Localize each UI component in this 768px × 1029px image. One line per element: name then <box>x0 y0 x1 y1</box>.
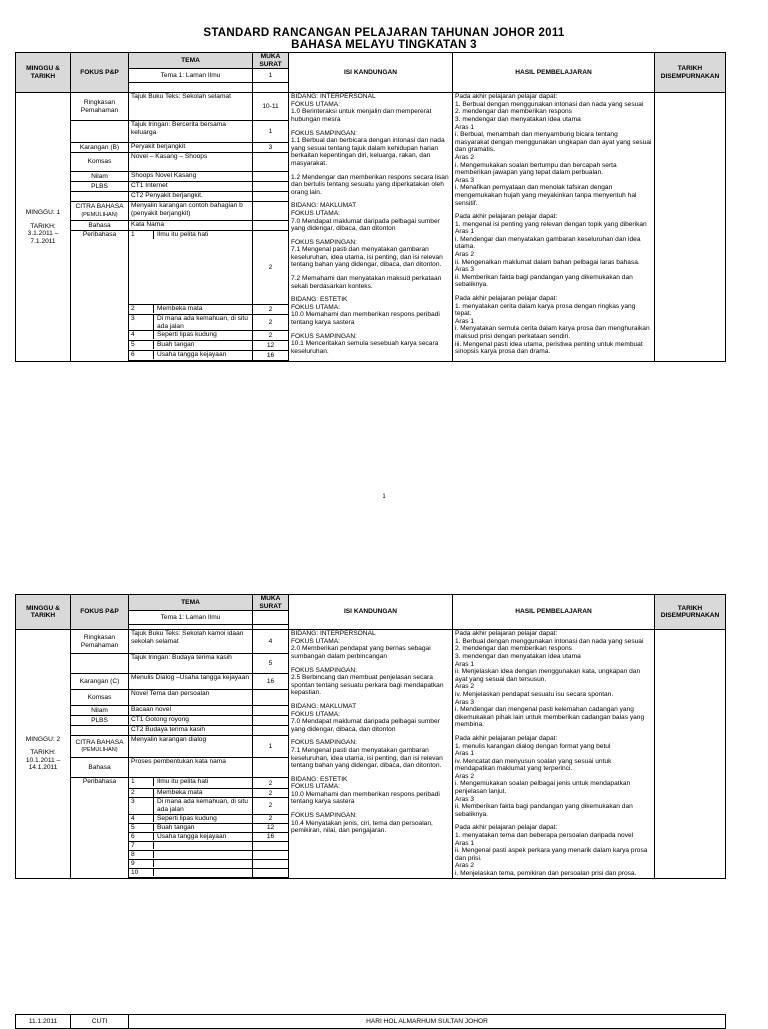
week1-table <box>15 52 726 362</box>
fokus-sub: (PEMULIHAN) <box>81 747 118 754</box>
hasil-line: Aras 1 <box>455 317 475 325</box>
isi-heading: BIDANG: INTERPERSONAL <box>291 630 376 638</box>
fokus-cell <box>71 192 129 202</box>
hasil-line: Aras 1 <box>455 839 475 847</box>
peribahasa-number: 3 <box>129 798 154 813</box>
tarikh-disempurnakan <box>655 93 726 362</box>
isi-text: 10.0 Memahami dan memberikan respons peribadi tentang karya sastera <box>291 790 440 806</box>
tema-cell: CT2 Penyakit berjangkit. <box>129 192 253 202</box>
muka-cell <box>253 153 289 172</box>
peribahasa-text: Membeka mata <box>157 789 203 797</box>
isi-heading: FOKUS UTAMA: <box>291 783 340 791</box>
isi-text: 1.0 Berinteraksi untuk menjalin dan mempererat hubungan mesra <box>291 108 432 123</box>
hasil-line: i. Mendengar dan mengenal pasti kelemahan cadangan yang dikemukakan pihak lain untuk memberikan cadangan balas yang membina. <box>455 706 645 729</box>
fokus-label: Komsas <box>87 158 112 166</box>
fokus-label: CITRA BAHASA <box>75 203 124 211</box>
peribahasa-number: 7 <box>129 842 154 850</box>
header-fokus: FOKUS P&P <box>71 595 129 630</box>
peribahasa-muka: 2 <box>253 814 289 823</box>
peribahasa-text: Membeka mata <box>157 305 203 313</box>
peribahasa-item <box>129 778 253 789</box>
peribahasa-number: 2 <box>129 305 154 313</box>
header-muka: MUKA SURAT <box>253 595 289 611</box>
fokus-peribahasa: Peribahasa <box>71 231 129 362</box>
isi-heading: FOKUS UTAMA: <box>291 209 340 217</box>
peribahasa-muka: 2 <box>253 778 289 789</box>
peribahasa-muka: 2 <box>253 315 289 331</box>
tema-cell: Novel – Kasang – Shoops <box>129 153 253 172</box>
fokus-label: PLBS <box>91 182 108 190</box>
hasil-line: iv. Mencatat dan menyusun soalan yang sesuai untuk mendapatkan maklumat yang terperinci. <box>455 757 612 773</box>
peribahasa-number: 8 <box>129 851 154 859</box>
muka-cell: 16 <box>253 674 289 690</box>
peribahasa-item <box>129 315 253 331</box>
isi-text: 2.5 Berbincang dan membuat penjelasan secara spontan tentang sesuatu perkara bagi mendapatkan kepastian. <box>291 674 444 697</box>
peribahasa-muka: 16 <box>253 351 289 361</box>
tema-cell: Tajuk Buku Teks: Sekolah selamat <box>129 93 253 121</box>
fokus-cell <box>71 143 129 153</box>
tema-cell: CT1 Internet <box>129 182 253 192</box>
hasil-line: i. Mengemukakan soalan bertumpu dan bercapah serta memberikan jawapan yang tepat dalam perbualan. <box>455 161 617 177</box>
peribahasa-text: Seperti lipas kudung <box>157 331 217 339</box>
peribahasa-item <box>129 859 253 868</box>
isi-heading: BIDANG: MAKLUMAT <box>291 202 357 210</box>
fokus-cell <box>71 93 129 121</box>
fokus-cell <box>71 182 129 192</box>
peribahasa-muka: 12 <box>253 341 289 351</box>
isi-heading: FOKUS SAMPINGAN: <box>291 739 357 747</box>
hasil-line: Aras 1 <box>455 123 475 131</box>
muka-cell: 4 <box>253 630 289 654</box>
fokus-cell <box>71 736 129 758</box>
peribahasa-item <box>129 231 253 305</box>
peribahasa-text: Buah tangan <box>157 341 195 349</box>
tema-muka <box>253 611 289 625</box>
header-hasil: HASIL PEMBELAJARAN <box>453 53 655 93</box>
hasil-line: iii. Mengenal pasti idea utama, peristiwa penting untuk membuat sinopsis karya prosa dan drama. <box>455 340 643 356</box>
peribahasa-text: Di mana ada kemahuan, di situ ada jalan <box>157 798 248 813</box>
hasil-line: Aras 2 <box>455 862 475 870</box>
hasil-line: i. Berbual, menambah dan menyambung bicara tentang masyarakat dengan menggunakan ungkapan dan ayat yang sesuai dan gramatis. <box>455 131 652 154</box>
tema-cell: Menulis Dialog –Usaha tangga kejayaan <box>129 674 253 690</box>
isi-heading: FOKUS SAMPINGAN: <box>291 238 357 246</box>
peribahasa-item <box>129 868 253 877</box>
hasil-line: i. Menafikan pernyataan dan menolak tafsiran dengan mengemukakan hujah yang meyakinkan tanpa menyentuh hal sensitif. <box>455 184 637 207</box>
peribahasa-muka: 12 <box>253 823 289 832</box>
peribahasa-text: Buah tangan <box>157 823 195 831</box>
hasil-line: Pada akhir pelajaran pelajar dapat: <box>455 295 558 303</box>
tarikh-disempurnakan <box>655 630 726 878</box>
holiday-fokus: CUTI <box>71 1015 129 1029</box>
peribahasa-muka <box>253 841 289 850</box>
fokus-sub: (PEMULIHAN) <box>81 211 118 218</box>
peribahasa-item <box>129 305 253 315</box>
hasil-line: 1. menyatakan cerita dalam karya prosa dengan ringkas yang tepat. <box>455 302 636 318</box>
header-isi: ISI KANDUNGAN <box>289 595 453 630</box>
muka-cell <box>253 758 289 778</box>
fokus-label: Karangan (B) <box>79 143 120 151</box>
tema-cell: Shoops Novel Kasang <box>129 172 253 182</box>
peribahasa-text <box>154 842 157 850</box>
hasil-line: iv. Menjelaskan pendapat sesuatu isu secara spontan. <box>455 690 614 698</box>
hasil-line: 2. mendengar dan memberikan respons <box>455 645 572 653</box>
peribahasa-text <box>154 860 157 868</box>
isi-text: 7.1 Mengenal pasti dan menyatakan gambaran keseluruhan, idea utama, isi penting, dan isi relevan tentang bahan yang didengar, dibaca, dan ditonton. <box>291 246 443 269</box>
peribahasa-muka: 2 <box>253 789 289 798</box>
header-tarikh: TARIKH DISEMPURNAKAN <box>655 53 726 93</box>
muka-cell <box>253 172 289 182</box>
peribahasa-number: 1 <box>129 231 154 239</box>
hasil-line: 1. mengenal isi penting yang relevan dengan topik yang diberikan <box>455 220 647 228</box>
fokus-cell <box>71 121 129 143</box>
fokus-label: Karangan (C) <box>79 677 120 685</box>
isi-heading: FOKUS UTAMA: <box>291 637 340 645</box>
hasil-pembelajaran <box>453 93 655 362</box>
muka-cell <box>253 192 289 202</box>
hasil-line: Aras 3 <box>455 266 475 274</box>
isi-heading: FOKUS SAMPINGAN: <box>291 332 357 340</box>
hasil-line: Aras 2 <box>455 153 475 161</box>
isi-text: 1.2 Mendengar dan memberikan respons secara lisan dan bertulis tentang sesuatu yang diperkatakan oleh orang lain. <box>291 173 449 196</box>
hasil-line: Aras 3 <box>455 795 475 803</box>
peribahasa-number: 6 <box>129 833 154 841</box>
isi-text: 7.1 Mengenal pasti dan menyatakan gambaran keseluruhan, idea utama, isi penting, dan isi relevan tentang bahan yang didengar, dibaca, dan ditonton. <box>291 746 443 770</box>
tema-cell: CT1 Gotong royong <box>129 716 253 726</box>
fokus-cell <box>71 202 129 221</box>
fokus-cell <box>71 716 129 726</box>
tema-cell: Peryakit berjangkit <box>129 143 253 153</box>
isi-heading: FOKUS UTAMA: <box>291 710 340 718</box>
peribahasa-muka <box>253 868 289 877</box>
tema-title: Tema 1: Laman Ilmu <box>129 611 253 625</box>
peribahasa-item <box>129 331 253 341</box>
peribahasa-item <box>129 798 253 814</box>
peribahasa-item <box>129 351 253 361</box>
peribahasa-item <box>129 841 253 850</box>
peribahasa-muka: 2 <box>253 305 289 315</box>
hasil-line: Pada akhir pelajaran pelajar dapat: <box>455 93 558 101</box>
peribahasa-number: 1 <box>129 778 154 786</box>
muka-cell: 5 <box>253 654 289 674</box>
tema-title: Tema 1: Laman Ilmu <box>129 69 253 83</box>
muka-cell <box>253 221 289 231</box>
peribahasa-number: 6 <box>129 351 154 359</box>
isi-text: 7.2 Memahami dan menyatakan maksud perkataan sekali berdasarkan konteks. <box>291 275 442 290</box>
peribahasa-text: Ilmu itu pelita hati <box>157 231 209 239</box>
peribahasa-text: Di mana ada kemahuan, di situ ada jalan <box>157 315 248 330</box>
fokus-cell <box>71 172 129 182</box>
week-minggu <box>16 630 71 878</box>
fokus-cell <box>71 690 129 706</box>
hasil-line: ii. Mengenalkan maklumat dalam bahan pelbagai laras bahasa. <box>455 258 640 266</box>
hasil-line: Pada akhir pelajaran pelajar dapat: <box>455 824 558 832</box>
peribahasa-text: Usaha tangga kejayaan <box>157 832 227 840</box>
header-tema: TEMA <box>129 595 253 611</box>
isi-text: 1.1 Berbual dan berbicara dengan intonasi dan nada yang sesuai tentang tajuk dalam kehidupan harian berkaitan kepentingan diri, keluarga, rakan, dan masyarakat. <box>291 137 445 167</box>
muka-cell <box>253 716 289 726</box>
isi-heading: BIDANG: ESTETIK <box>291 296 348 304</box>
fokus-label: Ringkasan Pemahaman <box>80 634 119 649</box>
muka-cell <box>253 726 289 736</box>
tema-cell: Proses pembentukan kata nama <box>129 758 253 778</box>
isi-heading: FOKUS SAMPINGAN: <box>291 129 357 137</box>
header-isi: ISI KANDUNGAN <box>289 53 453 93</box>
peribahasa-text <box>154 869 157 877</box>
peribahasa-number: 4 <box>129 331 154 339</box>
peribahasa-number: 3 <box>129 315 154 330</box>
peribahasa-text: Ilmu itu pelita hati <box>157 778 209 786</box>
week-number: MINGGU: 2 <box>25 735 61 743</box>
isi-heading: BIDANG: ESTETIK <box>291 775 348 783</box>
peribahasa-muka: 16 <box>253 832 289 841</box>
isi-text: 10.1 Menceritakan semula sesebuah karya secara keseluruhan. <box>291 340 439 355</box>
document-subtitle: BAHASA MELAYU TINGKATAN 3 <box>291 39 477 51</box>
holiday-row <box>15 1014 726 1029</box>
header-fokus: FOKUS P&P <box>71 53 129 93</box>
holiday-date: 11.1.2011 <box>16 1015 71 1029</box>
header-tarikh: TARIKH DISEMPURNAKAN <box>655 595 726 630</box>
peribahasa-muka: 2 <box>253 798 289 814</box>
hasil-line: 1. Berbual dengan menggunakan intonasi dan nada yang sesuai <box>455 637 644 645</box>
hasil-line: 1. menyatakan tema dan beberapa persoalan daripada novel <box>455 832 634 840</box>
tema-cell: Menyalin karangan contoh bahagian b (penyakit berjangkit) <box>129 202 253 221</box>
muka-cell: 1 <box>253 121 289 143</box>
week-number: MINGGU: 1 <box>25 209 61 217</box>
fokus-cell <box>71 726 129 736</box>
muka-cell <box>253 202 289 221</box>
isi-text: 2.0 Memberikan pendapat yang bernas sebagai sumbangan dalam perbincangan <box>291 645 431 660</box>
peribahasa-muka: 2 <box>253 231 289 305</box>
peribahasa-number: 9 <box>129 860 154 868</box>
peribahasa-number: 5 <box>129 341 154 349</box>
fokus-label: PLBS <box>91 716 108 724</box>
tema-cell: Bacaan novel <box>129 706 253 716</box>
isi-kandungan <box>289 93 453 362</box>
hasil-line: i. Mengemukakan soalan pelbagai jenis untuk mendapatkan penjelasan lanjut. <box>455 780 631 796</box>
isi-kandungan <box>289 630 453 878</box>
fokus-cell <box>71 153 129 172</box>
fokus-cell <box>71 630 129 654</box>
peribahasa-item <box>129 341 253 351</box>
peribahasa-number: 10 <box>129 869 154 877</box>
fokus-peribahasa: Peribahasa <box>71 778 129 878</box>
header-minggu: MINGGU & TARIKH <box>16 53 71 93</box>
header-tema: TEMA <box>129 53 253 69</box>
peribahasa-item <box>129 832 253 841</box>
tema-cell: CT2 Budaya terima kasih <box>129 726 253 736</box>
muka-cell <box>253 690 289 706</box>
hasil-pembelajaran <box>453 630 655 878</box>
peribahasa-number: 5 <box>129 824 154 832</box>
fokus-cell <box>71 654 129 674</box>
peribahasa-number: 4 <box>129 815 154 823</box>
hasil-line: Aras 2 <box>455 683 475 691</box>
fokus-label: Bahasa <box>88 221 111 229</box>
peribahasa-muka <box>253 850 289 859</box>
holiday-text: HARI HOL ALMARHUM SULTAN JOHOR <box>129 1015 726 1029</box>
isi-heading: BIDANG: INTERPERSONAL <box>291 93 376 101</box>
week-dates: TARIKH: 10.1.2011 – 14.1.2011 <box>25 749 61 772</box>
fokus-cell <box>71 221 129 231</box>
hasil-line: Aras 1 <box>455 660 475 668</box>
hasil-line: ii. Memberikan fakta bagi pandangan yang dikemukakan dan sebaliknya. <box>455 273 633 289</box>
peribahasa-text: Seperti lipas kudung <box>157 814 217 822</box>
week2-table <box>15 594 726 879</box>
hasil-line: Aras 3 <box>455 176 475 184</box>
hasil-line: i. Mendengar dan menyatakan gambaran keseluruhan dan idea utama. <box>455 235 641 251</box>
isi-text: 7.0 Mendapat maklumat daripada pelbagai sumber yang didengar, dibaca, dan ditonton <box>291 217 440 233</box>
fokus-label: Ringkasan Pemahaman <box>80 99 119 114</box>
hasil-line: ii. Menjelaskan idea dengan menggunakan kata, ungkapan dan ayat yang sesuai dan tersusun. <box>455 668 641 683</box>
fokus-label: CITRA BAHASA <box>75 738 124 746</box>
peribahasa-text <box>154 851 157 859</box>
hasil-line: i. Menjelaskan tema, pemikiran dan persoalan prisi dan prosa. <box>455 870 637 877</box>
hasil-line: 1. Berbual dengan menggunakan intonasi dan nada yang sesuai <box>455 100 644 108</box>
hasil-line: Aras 2 <box>455 772 475 780</box>
hasil-line: Pada akhir pelajaran pelajar dapat: <box>455 213 558 221</box>
muka-cell: 1 <box>253 736 289 758</box>
tema-cell: Tajuk Iringan: Bercerita bersama keluarga <box>129 121 253 143</box>
tema-cell: Menyalin karangan dialog <box>129 736 253 758</box>
hasil-line: Aras 1 <box>455 228 475 236</box>
hasil-line: ii. Memberikan fakta bagi pandangan yang dikemukakan dan sebaliknya. <box>455 803 633 818</box>
hasil-line: Pada akhir pelajaran pelajar dapat: <box>455 734 558 742</box>
peribahasa-item <box>129 814 253 823</box>
peribahasa-muka <box>253 859 289 868</box>
header-muka: MUKA SURAT <box>253 53 289 69</box>
isi-heading: BIDANG: MAKLUMAT <box>291 702 357 710</box>
fokus-label: Nilam <box>91 706 108 714</box>
hasil-line: 3. mendengar dan menyatakan idea utama <box>455 115 581 123</box>
fokus-cell <box>71 706 129 716</box>
peribahasa-muka: 2 <box>253 331 289 341</box>
peribahasa-text: Usaha tangga kejayaan <box>157 351 227 359</box>
muka-cell <box>253 706 289 716</box>
hasil-line: ii. Mengenal pasti aspek perkara yang menarik dalam karya prosa dan prisi. <box>455 847 648 862</box>
peribahasa-item <box>129 823 253 832</box>
hasil-line: Aras 1 <box>455 750 475 758</box>
tema-cell: Tajuk Buku Teks: Sekolah kamoi idaan sekolah selamat <box>129 630 253 654</box>
hasil-line: 3. mendengar dan menyatakan idea utama <box>455 652 581 660</box>
tema-cell: Tajuk Iringan: Budaya terima kasih <box>129 654 253 674</box>
muka-cell <box>253 182 289 192</box>
hasil-line: Aras 3 <box>455 698 475 706</box>
header-minggu: MINGGU & TARIKH <box>16 595 71 630</box>
tema-cell: Novel Tema dan persoalan <box>129 690 253 706</box>
isi-heading: FOKUS UTAMA: <box>291 100 340 108</box>
isi-heading: FOKUS SAMPINGAN: <box>291 812 357 820</box>
muka-cell: 3 <box>253 143 289 153</box>
fokus-label: Bahasa <box>88 763 111 771</box>
isi-text: 10.4 Menyatakan jenis, ciri, tema dan persoalan, pemikiran, nilai, dan pengajaran. <box>291 819 433 835</box>
hasil-line: i. Menyatakan semula cerita dalam karya prosa dan menghuraikan maksud prisi dengan perkataan sendiri. <box>455 325 650 340</box>
hasil-line: Pada akhir pelajaran pelajar dapat: <box>455 630 558 638</box>
hasil-line: 1. menulis karangan dialog dengan format yang betul <box>455 742 611 750</box>
isi-text: 10.0 Memahami dan memberikan respons peribadi tentang karya sastera <box>291 311 440 327</box>
fokus-cell <box>71 758 129 778</box>
hasil-line: Aras 2 <box>455 251 475 259</box>
tema-cell: Kata Nama <box>129 221 253 231</box>
document-title: STANDARD RANCANGAN PELAJARAN TAHUNAN JOHOR 2011 <box>203 27 565 39</box>
fokus-label: Nilam <box>91 172 108 180</box>
header-hasil: HASIL PEMBELAJARAN <box>453 595 655 630</box>
peribahasa-number: 2 <box>129 789 154 797</box>
peribahasa-item <box>129 789 253 798</box>
fokus-cell <box>71 674 129 690</box>
isi-heading: FOKUS SAMPINGAN: <box>291 666 357 674</box>
hasil-line: 2. mendengar dan memberikan respons <box>455 108 572 116</box>
week-dates: TARIKH: 3.1.2011 – 7.1.2011 <box>27 222 59 245</box>
page-number: 1 <box>382 494 386 500</box>
peribahasa-item <box>129 850 253 859</box>
week-minggu <box>16 93 71 362</box>
fokus-label: Komsas <box>87 693 112 701</box>
muka-cell: 10-11 <box>253 93 289 121</box>
isi-text: 7.0 Mendapat maklumat daripada pelbagai sumber yang didengar, dibaca, dan ditonton <box>291 718 440 733</box>
isi-heading: FOKUS UTAMA: <box>291 303 340 311</box>
tema-muka: 1 <box>253 69 289 83</box>
